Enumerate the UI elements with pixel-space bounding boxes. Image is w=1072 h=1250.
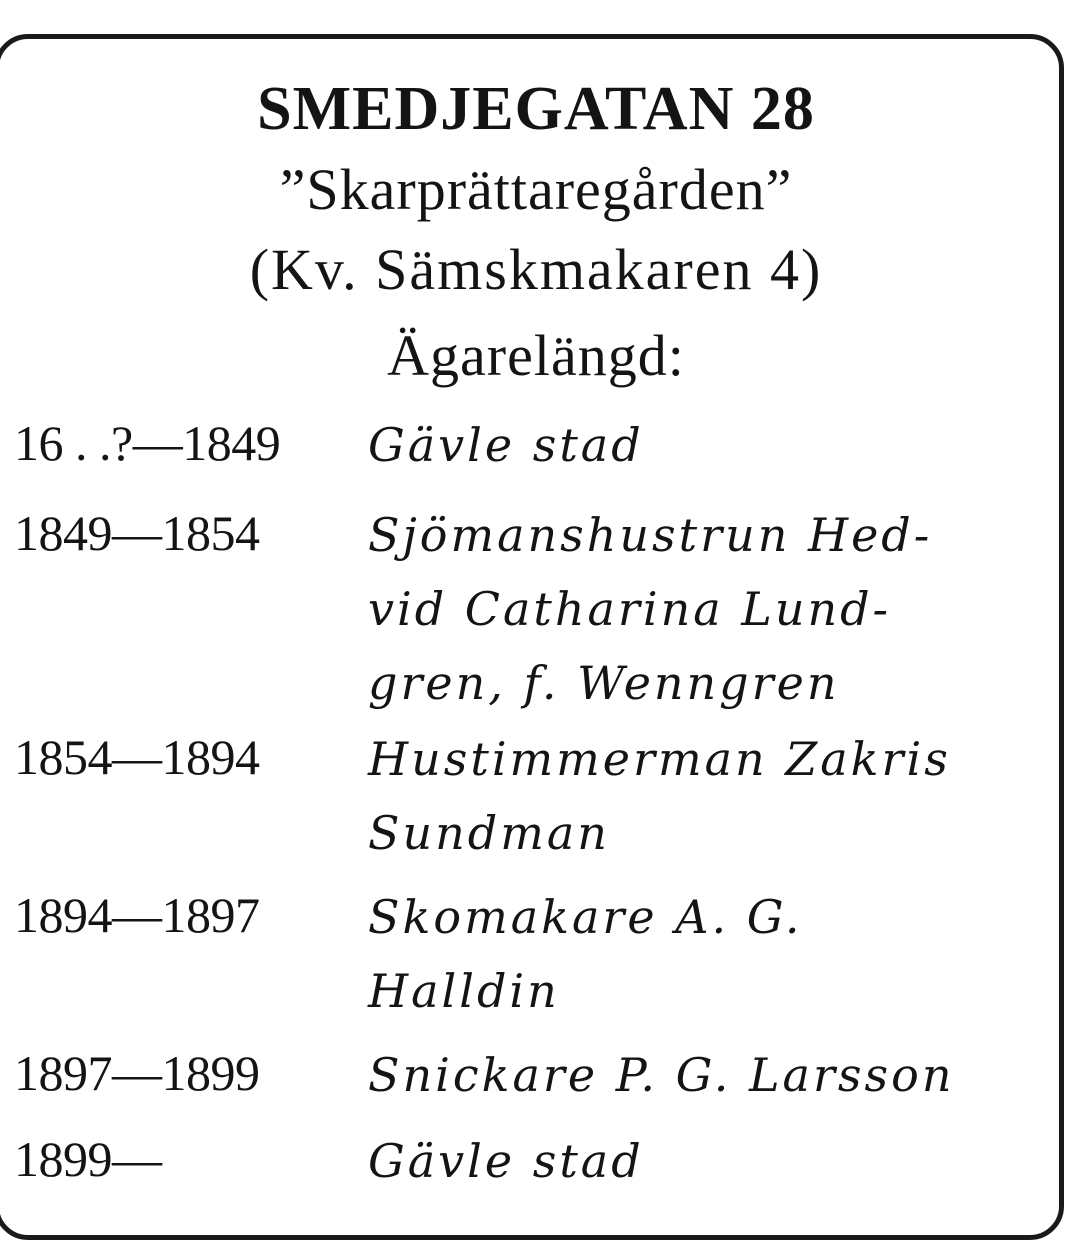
owner-name-line: vid Catharina Lund- xyxy=(368,582,892,636)
owner-name xyxy=(368,498,1052,720)
owner-name-line: Gävle stad xyxy=(368,1134,644,1188)
owner-years: 1894—1897 xyxy=(14,887,260,943)
owner-years: 1897—1899 xyxy=(14,1045,260,1101)
owner-name-line: Skomakare A. G. xyxy=(368,890,803,944)
owner-name xyxy=(368,880,1052,1028)
owner-name xyxy=(368,1038,1052,1112)
owner-name xyxy=(368,722,1052,870)
owner-name-line: Sundman xyxy=(368,806,610,860)
owner-name-line: Gävle stad xyxy=(368,418,644,472)
owner-name xyxy=(368,408,1052,482)
owner-list-label: Ägarelängd: xyxy=(387,323,685,388)
owner-name-line: Halldin xyxy=(368,964,560,1018)
owner-name xyxy=(368,1124,1052,1198)
street-heading: SMEDJEGATAN 28 xyxy=(257,75,815,143)
owner-name-line: Sjömanshustrun Hed- xyxy=(368,508,933,562)
block-name: (Kv. Sämskmakaren 4) xyxy=(249,237,823,302)
owner-years: 16 . .?—1849 xyxy=(14,415,281,471)
property-name: ”Skarprättaregården” xyxy=(279,157,793,222)
owner-name-line: Hustimmerman Zakris xyxy=(368,732,951,786)
owner-years: 1849—1854 xyxy=(14,505,260,561)
owner-years: 1854—1894 xyxy=(14,729,260,785)
owner-years: 1899— xyxy=(14,1131,162,1187)
owner-name-line: Snickare P. G. Larsson xyxy=(368,1048,955,1102)
owner-name-line: gren, f. Wenngren xyxy=(368,656,840,710)
